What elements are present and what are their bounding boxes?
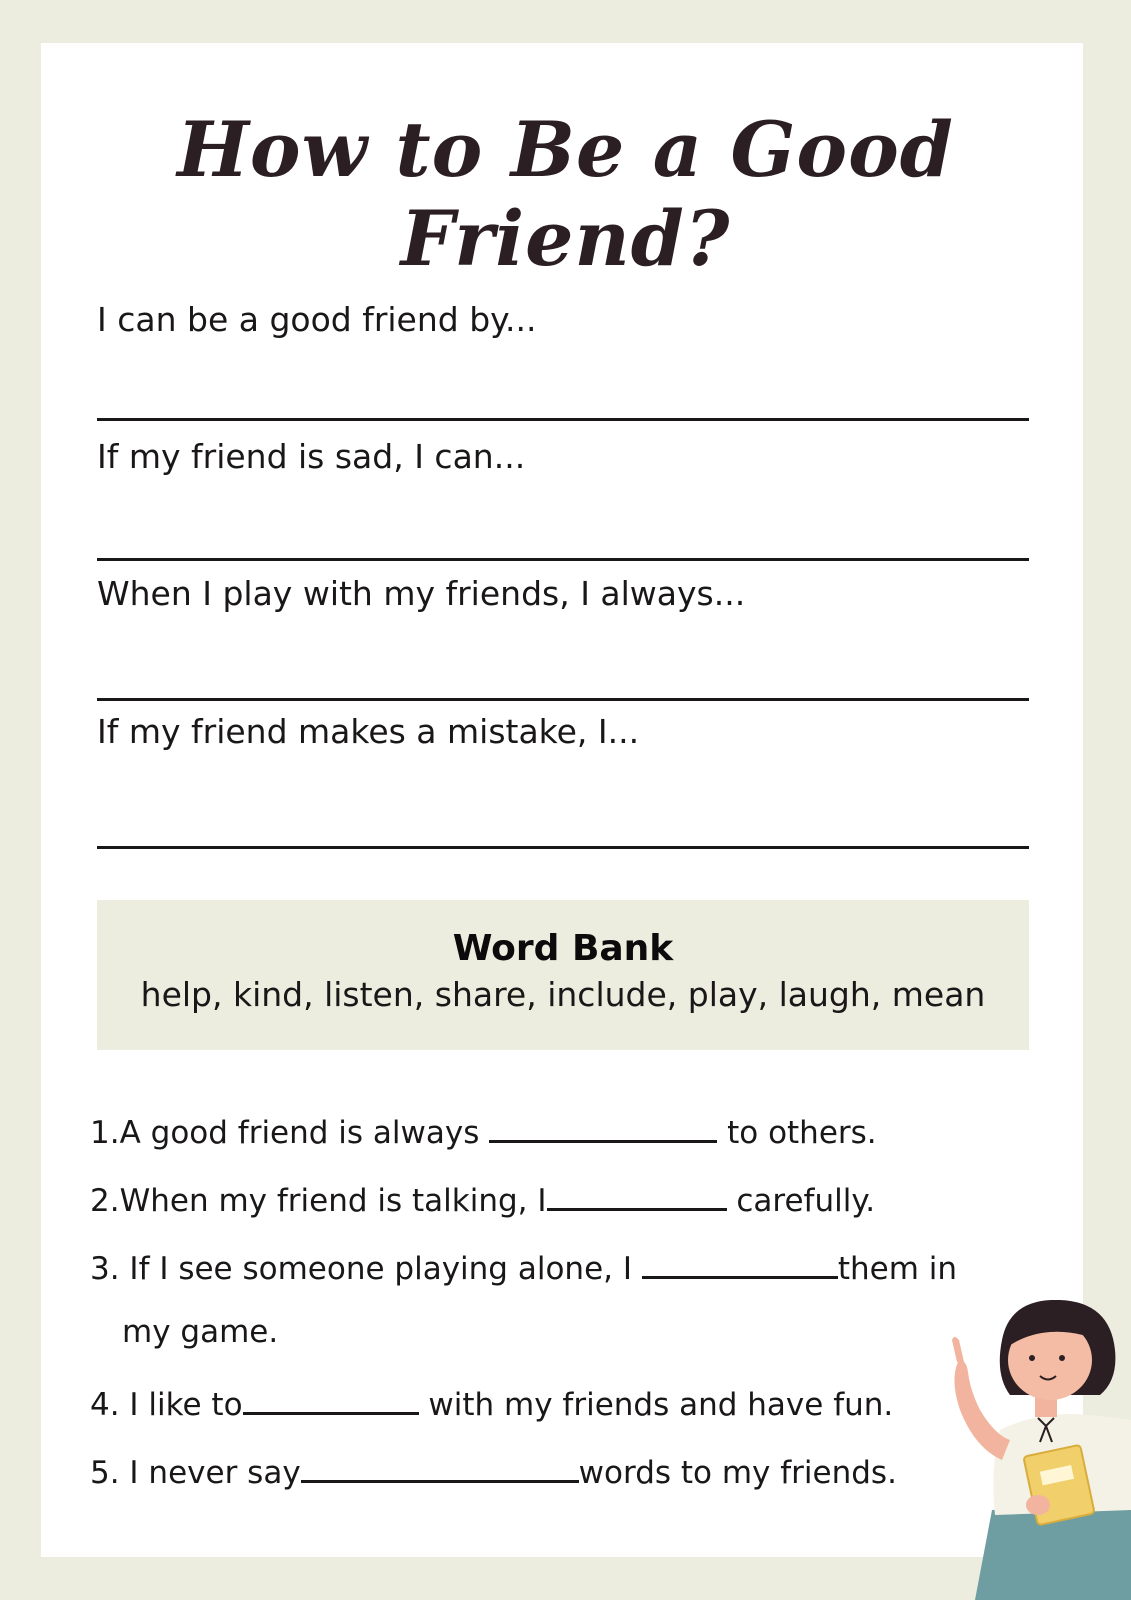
answer-line-4[interactable] — [97, 846, 1029, 849]
fill-blank-5[interactable] — [301, 1450, 579, 1483]
fill-blank-2[interactable] — [547, 1178, 727, 1211]
answer-line-3[interactable] — [97, 698, 1029, 701]
worksheet-title: How to Be a Good Friend? — [177, 105, 954, 283]
prompt-4: If my friend makes a mistake, I... — [97, 712, 640, 751]
sentence-text-after: carefully. — [726, 1183, 876, 1219]
word-bank-title: Word Bank — [452, 928, 674, 969]
sentence-text-before: A good friend is always — [119, 1115, 490, 1151]
sentence-text-after: to others. — [717, 1115, 877, 1151]
word-bank-box — [97, 900, 1029, 1050]
prompt-1: I can be a good friend by... — [97, 300, 537, 339]
sentence-3 — [90, 1246, 957, 1287]
sentence-1 — [90, 1110, 877, 1151]
answer-line-2[interactable] — [97, 558, 1029, 561]
sentence-number: 2. — [90, 1183, 120, 1219]
sentence-text-before: If I see someone playing alone, I — [119, 1251, 642, 1287]
fill-blank-1[interactable] — [489, 1110, 717, 1143]
fill-blank-4[interactable] — [243, 1382, 419, 1415]
sentence-text-after: them in — [837, 1251, 958, 1287]
prompt-2: If my friend is sad, I can... — [97, 437, 526, 476]
sentence-text-after: with my friends and have fun. — [418, 1387, 894, 1423]
sentence-text-before: I never say — [119, 1455, 301, 1491]
sentence-text-before: I like to — [119, 1387, 243, 1423]
prompt-3: When I play with my friends, I always... — [97, 574, 746, 613]
fill-blank-3[interactable] — [642, 1246, 838, 1279]
answer-line-1[interactable] — [97, 418, 1029, 421]
sentence-number: 4. — [90, 1387, 120, 1423]
sentence-text-before: When my friend is talking, I — [119, 1183, 547, 1219]
sentence-number: 5. — [90, 1455, 120, 1491]
sentence-4 — [90, 1382, 893, 1423]
girl-illustration-icon — [940, 1300, 1131, 1600]
sentence-number: 1. — [90, 1115, 120, 1151]
word-bank-words: help, kind, listen, share, include, play, laugh, mean — [140, 975, 986, 1014]
sentence-3-continued: my game. — [122, 1314, 279, 1350]
sentence-number: 3. — [90, 1251, 120, 1287]
sentence-5 — [90, 1450, 897, 1491]
sentence-2 — [90, 1178, 875, 1219]
sentence-text-after: words to my friends. — [578, 1455, 897, 1491]
